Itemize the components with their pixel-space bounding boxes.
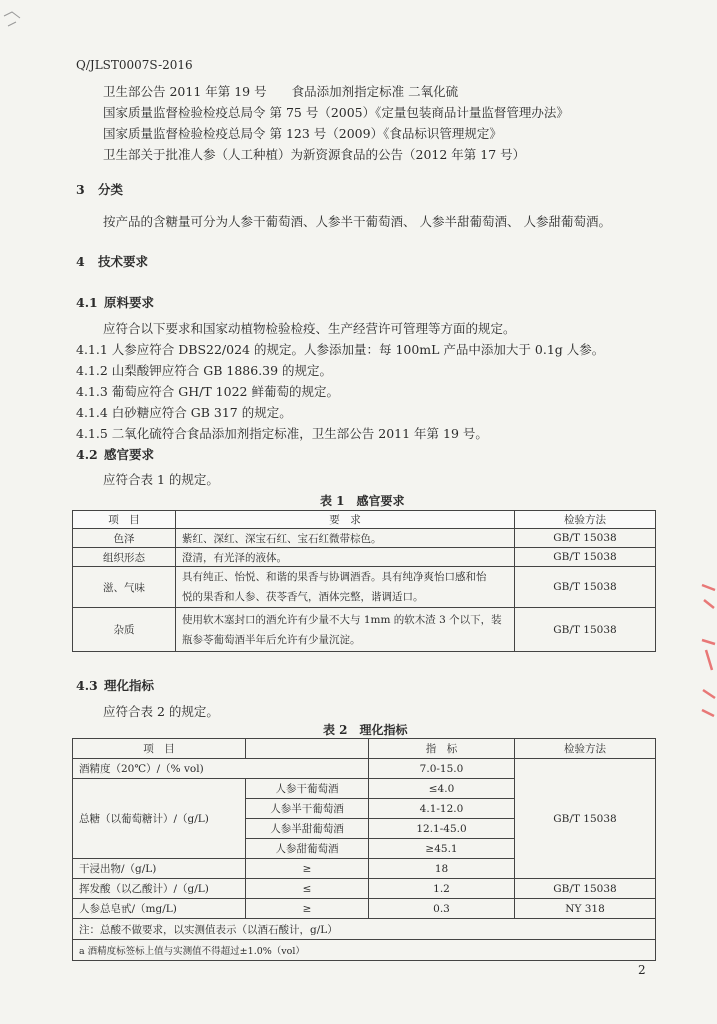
sensory-table (72, 510, 656, 652)
table-header: 项 目 (73, 511, 176, 529)
table-cell: 色泽 (73, 529, 176, 548)
table-cell (176, 567, 515, 608)
table-cell: GB/T 15038 (515, 529, 656, 548)
page-number: 2 (638, 963, 646, 977)
table-cell: 澄清，有光泽的液体。 (176, 548, 515, 567)
section-4-3-heading: 4.3 理化指标 (76, 678, 155, 693)
scan-corner-mark (2, 2, 42, 32)
reference-line: 卫生部公告 2011 年第 19 号 食品添加剂指定标准 二氧化硫 (103, 84, 459, 99)
table-header-blank (246, 739, 369, 759)
table-cell: GB/T 15038 (515, 879, 656, 899)
section-4-2-heading: 4.2 感官要求 (76, 447, 155, 462)
physicochemical-table (72, 738, 656, 961)
table-cell: ≥45.1 (369, 839, 515, 859)
requirement-item: 4.1.3 葡萄应符合 GH/T 1022 鲜葡萄的规定。 (76, 384, 339, 399)
table-cell: 组织形态 (73, 548, 176, 567)
reference-line: 卫生部关于批准人参（人工种植）为新资源食品的公告（2012 年第 17 号） (103, 147, 526, 162)
section-4-2-intro: 应符合表 1 的规定。 (103, 472, 219, 487)
section-3-text: 按产品的含糖量可分为人参干葡萄酒、人参半干葡萄酒、 人参半甜葡萄酒、 人参甜葡萄酒。 (103, 214, 611, 229)
table-cell: 0.3 (369, 899, 515, 919)
table-cell: 总糖（以葡萄糖计）/（g/L) (73, 779, 246, 859)
table-cell: 滋、气味 (73, 567, 176, 608)
table-cell: GB/T 15038 (515, 759, 656, 879)
table-cell: ≥ (246, 899, 369, 919)
table-cell: ≥ (246, 859, 369, 879)
requirement-item: 4.1.4 白砂糖应符合 GB 317 的规定。 (76, 405, 292, 420)
requirement-line: 悦的果香和人参、茯苓香气，酒体完整，谐调适口。 (182, 591, 424, 603)
requirement-line: 具有纯正、怡悦、和谐的果香与协调酒香。具有纯净爽怡口感和怡 (182, 571, 487, 583)
table-header: 检验方法 (515, 739, 656, 759)
table-cell: 7.0-15.0 (369, 759, 515, 779)
table-cell: GB/T 15038 (515, 548, 656, 567)
red-stamp-fragment (700, 580, 717, 727)
table-cell: 12.1-45.0 (369, 819, 515, 839)
table-cell: GB/T 15038 (515, 608, 656, 652)
requirement-item: 4.1.2 山梨酸钾应符合 GB 1886.39 的规定。 (76, 363, 333, 378)
table-cell: 人参干葡萄酒 (246, 779, 369, 799)
table-cell: 干浸出物/（g/L) (73, 859, 246, 879)
table-header: 项 目 (73, 739, 246, 759)
table-cell: ≤4.0 (369, 779, 515, 799)
table-cell: 紫红、深红、深宝石红、宝石红微带棕色。 (176, 529, 515, 548)
section-4-1-heading: 4.1 原料要求 (76, 295, 155, 310)
table-header: 检验方法 (515, 511, 656, 529)
requirement-item: 4.1.5 二氧化硫符合食品添加剂指定标准，卫生部公告 2011 年第 19 号。 (76, 426, 488, 441)
table-cell: 4.1-12.0 (369, 799, 515, 819)
table-cell: 人参半甜葡萄酒 (246, 819, 369, 839)
table-header: 指 标 (369, 739, 515, 759)
table-1-caption: 表 1 感官要求 (320, 494, 405, 508)
section-4-1-intro: 应符合以下要求和国家动植物检验检疫、生产经营许可管理等方面的规定。 (103, 321, 516, 336)
table-cell: GB/T 15038 (515, 567, 656, 608)
table-header: 要 求 (176, 511, 515, 529)
requirement-item: 4.1.1 人参应符合 DBS22/024 的规定。人参添加量：每 100mL 产品中添加大于 0.1g 人参。 (76, 342, 605, 357)
reference-line: 国家质量监督检验检疫总局令 第 123 号（2009）《食品标识管理规定》 (103, 126, 502, 141)
table-cell: NY 318 (515, 899, 656, 919)
table-2-caption: 表 2 理化指标 (323, 723, 408, 737)
table-cell: 1.2 (369, 879, 515, 899)
section-4-heading: 4 技术要求 (76, 254, 149, 269)
table-cell: 挥发酸（以乙酸计）/（g/L) (73, 879, 246, 899)
table-cell: 人参总皂甙/（mg/L) (73, 899, 246, 919)
section-4-3-intro: 应符合表 2 的规定。 (103, 704, 219, 719)
reference-line: 国家质量监督检验检疫总局令 第 75 号（2005）《定量包装商品计量监督管理办法》 (103, 105, 569, 120)
document-id: Q/JLST0007S-2016 (76, 58, 193, 72)
table-cell: ≤ (246, 879, 369, 899)
table-cell (176, 608, 515, 652)
requirement-line: 瓶参苓葡萄酒半年后允许有少量沉淀。 (182, 633, 361, 646)
section-3-heading: 3 分类 (76, 182, 124, 197)
table-cell: 18 (369, 859, 515, 879)
table-cell: 酒精度（20℃）/（% vol) (73, 759, 369, 779)
table-note: 注：总酸不做要求，以实测值表示（以酒石酸计，g/L） (73, 919, 656, 940)
table-cell: 人参半干葡萄酒 (246, 799, 369, 819)
table-cell: 杂质 (73, 608, 176, 652)
requirement-line: 使用软木塞封口的酒允许有少量不大与 1mm 的软木渣 3 个以下，装 (182, 613, 502, 626)
table-note: a 酒精度标签标上值与实测值不得超过±1.0%（vol） (73, 940, 656, 961)
table-cell: 人参甜葡萄酒 (246, 839, 369, 859)
